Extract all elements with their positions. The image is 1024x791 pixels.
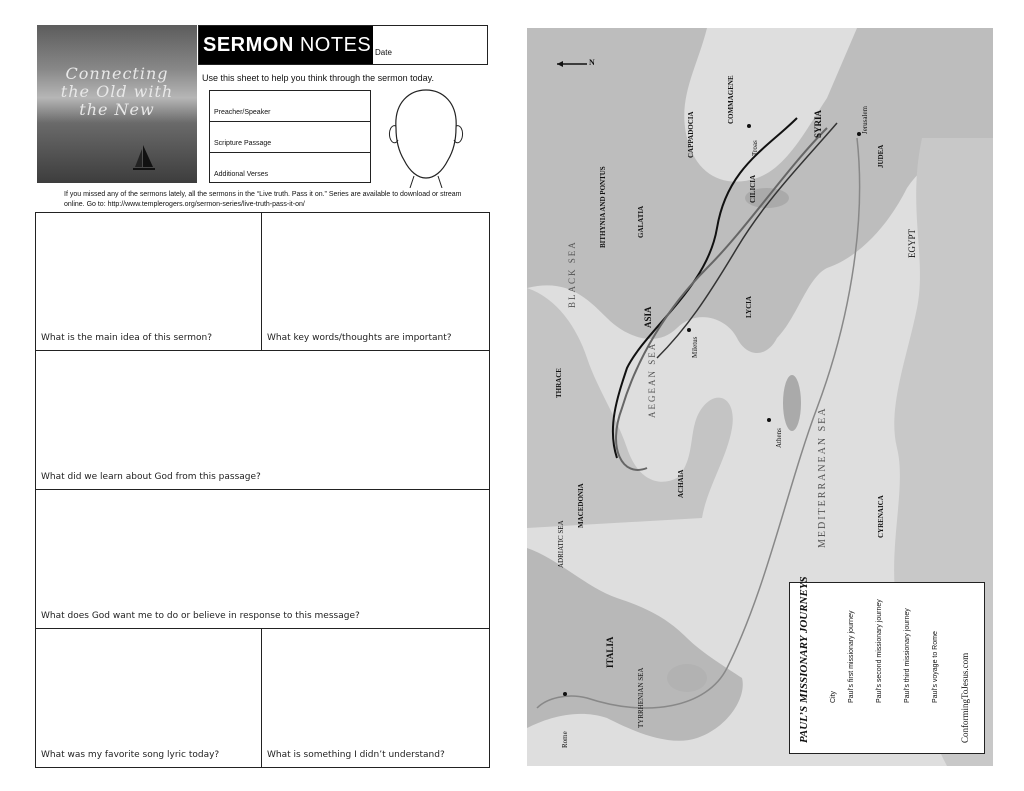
cover-title: Connecting the Old with the New (60, 64, 174, 119)
region-asia: ASIA (643, 306, 653, 328)
region-cilicia: CILICIA (749, 174, 757, 203)
map-panel (527, 28, 993, 766)
question-box-main-idea[interactable] (35, 212, 262, 351)
region-italia: ITALIA (605, 636, 615, 668)
question-box-song[interactable] (35, 628, 262, 768)
city-ephesus: Miletus (691, 336, 699, 358)
region-thrace: THRACE (555, 368, 563, 398)
region-egypt: EGYPT (907, 229, 917, 258)
region-cappadocia: CAPPADOCIA (687, 111, 695, 158)
region-achaia: ACHAIA (677, 469, 685, 498)
sea-aegean: AEGEAN SEA (647, 341, 657, 418)
sea-black: BLACK SEA (567, 240, 577, 308)
question-response: What does God want me to do or believe in response to this message? (41, 611, 360, 621)
legend-credit: ConformingToJesus.com (960, 652, 970, 743)
legend-city: City (830, 690, 837, 703)
cover-image (37, 25, 197, 183)
region-syria: SYRIA (813, 109, 823, 138)
region-commagene: COMMAGENE (727, 75, 735, 124)
legend-rome: Paul’s voyage to Rome (932, 631, 939, 703)
region-galatia: GALATIA (637, 205, 645, 238)
region-judea: JUDEA (877, 144, 885, 168)
compass-n: N (589, 58, 595, 67)
question-key-words: What key words/thoughts are important? (267, 333, 452, 343)
city-marker (563, 692, 567, 696)
sea-adriatic: ADRIATIC SEA (557, 520, 565, 568)
scripture-field[interactable] (209, 121, 371, 153)
map-legend (789, 576, 985, 754)
question-understand: What is something I didn’t understand? (267, 750, 445, 760)
title-sermon: SERMON (203, 34, 294, 56)
question-main-idea: What is the main idea of this sermon? (41, 333, 213, 343)
city-jerusalem: Jerusalem (861, 106, 869, 134)
instructions: Use this sheet to help you think through the sermon today. (202, 73, 434, 83)
header-bar (198, 25, 488, 65)
question-box-key-words[interactable] (261, 212, 490, 351)
scripture-label: Scripture Passage (214, 140, 272, 147)
date-label: Date (375, 48, 392, 57)
sailboat-icon (133, 143, 155, 173)
face-outline-icon (384, 88, 468, 188)
preacher-field[interactable] (209, 90, 371, 122)
legend-title: PAUL’S MISSIONARY JOURNEYS (798, 576, 810, 743)
verses-field[interactable] (209, 152, 371, 183)
legend-first: Paul’s first missionary journey (848, 610, 855, 703)
question-box-understand[interactable] (261, 628, 490, 768)
question-god: What did we learn about God from this passage? (41, 472, 261, 482)
preacher-label: Preacher/Speaker (214, 109, 271, 116)
city-rome: Rome (561, 731, 569, 748)
region-cyrenaica: CYRENAICA (877, 495, 885, 538)
city-marker (747, 124, 751, 128)
region-macedonia: MACEDONIA (577, 483, 585, 528)
region-lycia: LYCIA (745, 296, 753, 318)
city-antioch: Troas (751, 140, 759, 156)
sea-tyrrhenian: TYRRHENIAN SEA (637, 667, 645, 728)
series-note: If you missed any of the sermons lately, all the sermons in the “Live truth. Pass it on.” Series are available to download or stream online. Go to: http://www.templerogers.org/sermon-series/live-truth-pass-it-on/ (64, 191, 462, 208)
city-athens: Athens (775, 428, 783, 448)
verses-label: Additional Verses (214, 171, 269, 178)
question-song: What was my favorite song lyric today? (41, 750, 220, 760)
page-title (199, 26, 373, 64)
sea-mediterranean: MEDITERRANEAN SEA (817, 406, 828, 548)
question-box-god[interactable] (35, 350, 490, 490)
question-box-response[interactable] (35, 489, 490, 629)
title-notes: NOTES (299, 34, 372, 56)
legend-third: Paul’s third missionary journey (904, 608, 911, 703)
legend-second: Paul’s second missionary journey (876, 599, 883, 703)
city-marker (687, 328, 691, 332)
city-marker (767, 418, 771, 422)
region-bithynia: BITHYNIA AND PONTUS (599, 166, 607, 248)
